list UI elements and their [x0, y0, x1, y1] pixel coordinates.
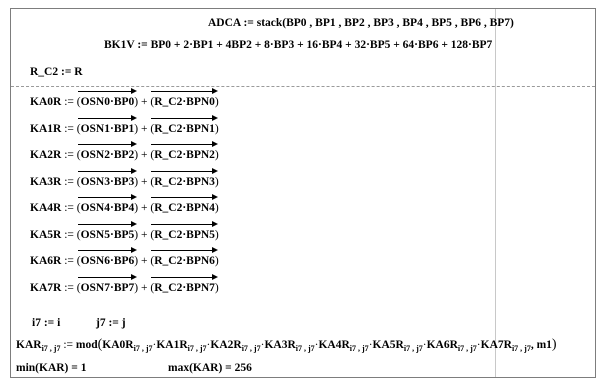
paren-close: )	[214, 255, 219, 267]
ka-lhs: KA1R	[30, 123, 62, 135]
adca-definition[interactable]: ADCA := stack(BP0 , BP1 , BP2 , BP3 , BP4 , BP5 , BP6 , BP7)	[208, 17, 514, 29]
ka-assign: :=	[64, 229, 74, 241]
ka-row[interactable]	[30, 149, 219, 161]
kar-term: KA4R	[318, 339, 350, 351]
paren-close: )	[134, 96, 139, 108]
kar-terms	[102, 339, 531, 351]
kar-term: KA0R	[102, 339, 134, 351]
ka-assign: :=	[64, 96, 74, 108]
paren-close: )	[214, 229, 219, 241]
paren-open: (	[76, 229, 81, 241]
paren-close: )	[134, 123, 139, 135]
ka-lhs: KA4R	[30, 202, 62, 214]
paren-open: (	[150, 282, 155, 294]
ka-vector-osn	[77, 149, 138, 161]
paren-open: (	[76, 123, 81, 135]
kar-term: KA7R	[480, 339, 512, 351]
ka-rc-term: R_C2·BPN7	[154, 282, 215, 294]
max-kar-result[interactable]: max(KAR) = 256	[168, 362, 252, 374]
multiply-dot: ·	[314, 339, 319, 351]
ka-vector-rc	[150, 96, 218, 108]
kar-definition[interactable]	[16, 337, 557, 353]
ka-vector-rc	[150, 282, 218, 294]
paren-close: )	[134, 176, 139, 188]
plus-operator: +	[141, 229, 148, 241]
i7-definition[interactable]: i7 := i	[32, 317, 61, 329]
kar-term-sub: i7 , j7	[295, 344, 315, 353]
ka-osn-term: OSN1·BP1	[80, 123, 135, 135]
ka-rc-term: R_C2·BPN3	[154, 176, 215, 188]
paren-open: (	[76, 282, 81, 294]
ka-lhs: KA7R	[30, 282, 62, 294]
min-kar-result[interactable]: min(KAR) = 1	[16, 362, 87, 374]
paren-close: )	[214, 176, 219, 188]
ka-vector-rc	[150, 202, 218, 214]
paren-open: (	[150, 255, 155, 267]
kar-term: KA2R	[210, 339, 242, 351]
bk1v-definition[interactable]: BK1V := BP0 + 2·BP1 + 4BP2 + 8·BP3 + 16·BP4 + 32·BP5 + 64·BP6 + 128·BP7	[104, 39, 493, 51]
paren-close: )	[134, 149, 139, 161]
kar-term-sub: i7 , j7	[241, 344, 261, 353]
ka-osn-term: OSN2·BP2	[80, 149, 135, 161]
paren-open: (	[150, 123, 155, 135]
ka-osn-term: OSN4·BP4	[80, 202, 135, 214]
ka-row[interactable]	[30, 176, 219, 188]
kar-term-sub: i7 , j7	[511, 344, 531, 353]
paren-close: )	[214, 96, 219, 108]
region-separator	[11, 86, 595, 87]
j7-definition[interactable]: j7 := j	[96, 317, 126, 329]
ka-row[interactable]	[30, 229, 219, 241]
ka-row[interactable]	[30, 96, 219, 108]
ka-rc-term: R_C2·BPN1	[154, 123, 215, 135]
paren-open: (	[76, 255, 81, 267]
kar-term: KA5R	[372, 339, 404, 351]
plus-operator: +	[141, 149, 148, 161]
ka-lhs: KA0R	[30, 96, 62, 108]
ka-row[interactable]	[30, 282, 219, 294]
ka-assign: :=	[64, 123, 74, 135]
multiply-dot: ·	[206, 339, 211, 351]
kar-term-sub: i7 , j7	[457, 344, 477, 353]
ka-vector-osn	[77, 176, 138, 188]
paren-open: (	[150, 229, 155, 241]
paren-open: (	[76, 202, 81, 214]
paren-close: )	[214, 123, 219, 135]
ka-row[interactable]	[30, 255, 219, 267]
plus-operator: +	[141, 176, 148, 188]
ka-vector-rc	[150, 255, 218, 267]
kar-term-sub: i7 , j7	[403, 344, 423, 353]
ka-lhs: KA2R	[30, 149, 62, 161]
kar-term-sub: i7 , j7	[133, 344, 153, 353]
paren-open: (	[76, 149, 81, 161]
ka-osn-term: OSN0·BP0	[80, 96, 135, 108]
kar-assign: :=	[63, 339, 74, 351]
ka-assign: :=	[64, 149, 74, 161]
plus-operator: +	[141, 202, 148, 214]
ka-vector-osn	[77, 202, 138, 214]
kar-fn: mod	[75, 339, 98, 351]
paren-open: (	[150, 96, 155, 108]
kar-term: KA3R	[264, 339, 296, 351]
ka-rc-term: R_C2·BPN4	[154, 202, 215, 214]
ka-assign: :=	[64, 202, 74, 214]
kar-open-paren: (	[97, 337, 103, 352]
paren-close: )	[134, 255, 139, 267]
plus-operator: +	[141, 255, 148, 267]
right-margin-line	[495, 9, 496, 377]
multiply-dot: ·	[476, 339, 481, 351]
paren-close: )	[214, 282, 219, 294]
ka-rc-term: R_C2·BPN5	[154, 229, 215, 241]
ka-vector-rc	[150, 149, 218, 161]
plus-operator: +	[141, 282, 148, 294]
ka-osn-term: OSN6·BP6	[80, 255, 135, 267]
paren-open: (	[150, 176, 155, 188]
ka-vector-osn	[77, 282, 138, 294]
kar-term-sub: i7 , j7	[187, 344, 207, 353]
ka-osn-term: OSN5·BP5	[80, 229, 135, 241]
ka-rc-term: R_C2·BPN0	[154, 96, 215, 108]
ka-osn-term: OSN3·BP3	[80, 176, 135, 188]
paren-open: (	[150, 202, 155, 214]
ka-lhs: KA6R	[30, 255, 62, 267]
paren-close: )	[134, 202, 139, 214]
ka-rc-term: R_C2·BPN2	[154, 149, 215, 161]
ka-vector-osn	[77, 123, 138, 135]
ka-assign: :=	[64, 282, 74, 294]
paren-open: (	[76, 96, 81, 108]
ka-vector-osn	[77, 255, 138, 267]
multiply-dot: ·	[422, 339, 427, 351]
rc2-definition[interactable]: R_C2 := R	[30, 66, 83, 78]
paren-close: )	[134, 282, 139, 294]
kar-term: KA1R	[156, 339, 188, 351]
paren-open: (	[150, 149, 155, 161]
ka-vector-rc	[150, 229, 218, 241]
plus-operator: +	[141, 96, 148, 108]
ka-row[interactable]	[30, 202, 219, 214]
multiply-dot: ·	[152, 339, 157, 351]
ka-rc-term: R_C2·BPN6	[154, 255, 215, 267]
ka-vector-rc	[150, 176, 218, 188]
paren-close: )	[214, 149, 219, 161]
ka-assign: :=	[64, 176, 74, 188]
multiply-dot: ·	[260, 339, 265, 351]
kar-term-sub: i7 , j7	[349, 344, 369, 353]
ka-lhs: KA3R	[30, 176, 62, 188]
paren-close: )	[134, 229, 139, 241]
ka-row[interactable]	[30, 123, 219, 135]
ka-vector-osn	[77, 229, 138, 241]
paren-open: (	[76, 176, 81, 188]
kar-close-paren: )	[551, 337, 557, 352]
kar-tail: , m1	[530, 339, 552, 351]
ka-vector-rc	[150, 123, 218, 135]
ka-vector-osn	[77, 96, 138, 108]
kar-lhs-sub: i7 , j7	[41, 344, 61, 353]
ka-assign: :=	[64, 255, 74, 267]
kar-lhs: KAR	[16, 339, 42, 351]
multiply-dot: ·	[368, 339, 373, 351]
plus-operator: +	[141, 123, 148, 135]
ka-osn-term: OSN7·BP7	[80, 282, 135, 294]
kar-term: KA6R	[426, 339, 458, 351]
paren-close: )	[214, 202, 219, 214]
ka-lhs: KA5R	[30, 229, 62, 241]
